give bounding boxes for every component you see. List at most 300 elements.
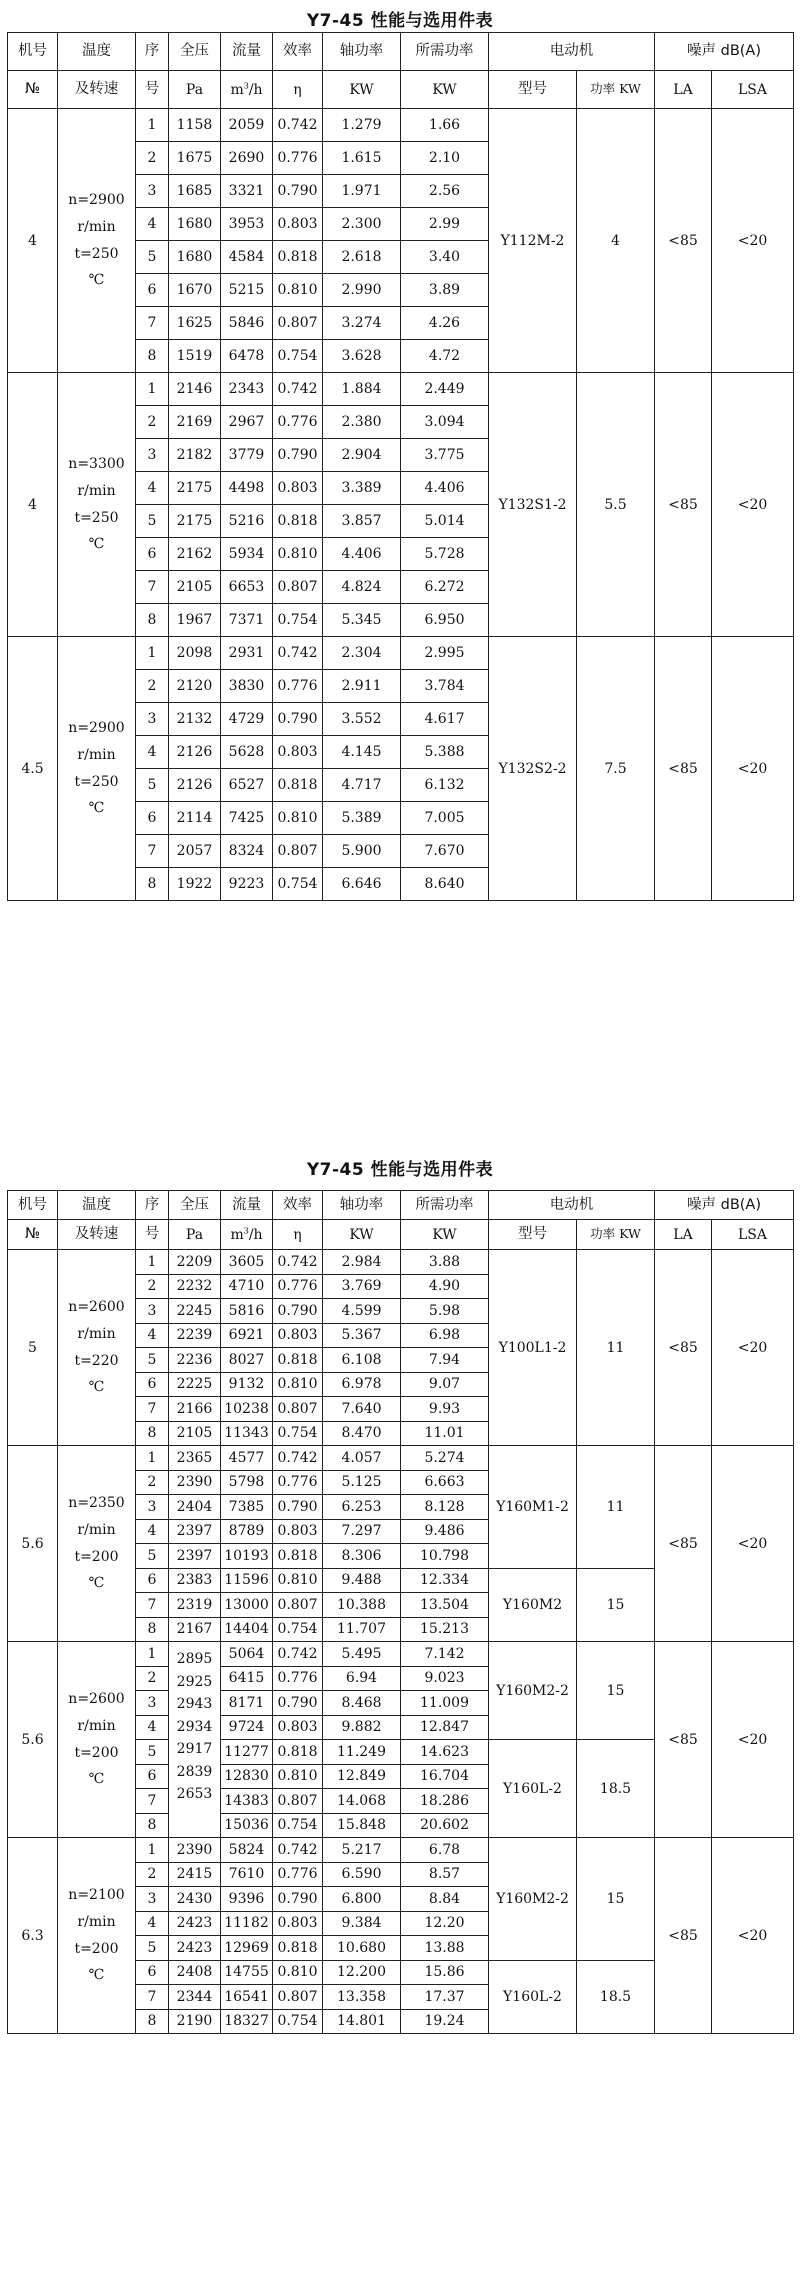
speed-temp-line: n=2600 bbox=[68, 1299, 125, 1316]
required-power-cell: 2.99 bbox=[401, 208, 489, 241]
efficiency-cell: 0.790 bbox=[273, 175, 323, 208]
speed-temp-line: n=2900 bbox=[68, 192, 125, 209]
pressure-cell: 2423 bbox=[169, 1936, 221, 1961]
seq-cell: 4 bbox=[136, 1323, 169, 1348]
pressure-cell: 2245 bbox=[169, 1299, 221, 1324]
required-power-cell: 3.784 bbox=[401, 670, 489, 703]
col-lsa: LSA bbox=[712, 1220, 794, 1250]
speed-temp-cell bbox=[58, 637, 136, 901]
required-power-cell: 3.094 bbox=[401, 406, 489, 439]
pressure-cell: 1680 bbox=[169, 208, 221, 241]
col-machine-no: 机号 bbox=[8, 1191, 58, 1220]
col-shaft-power: 轴功率 bbox=[323, 1191, 401, 1220]
shaft-power-cell: 6.590 bbox=[323, 1862, 401, 1887]
efficiency-cell: 0.807 bbox=[273, 1985, 323, 2010]
required-power-cell: 9.07 bbox=[401, 1372, 489, 1397]
pressure-cell: 1967 bbox=[169, 604, 221, 637]
pressure-cell: 2105 bbox=[169, 1421, 221, 1446]
shaft-power-cell: 6.253 bbox=[323, 1495, 401, 1520]
pressure-cell: 2397 bbox=[169, 1519, 221, 1544]
efficiency-cell: 0.776 bbox=[273, 1666, 323, 1691]
efficiency-cell: 0.807 bbox=[273, 1397, 323, 1422]
col-model: 型号 bbox=[489, 1220, 577, 1250]
motor-power-cell: 15 bbox=[577, 1838, 655, 1961]
pressure-cell: 1158 bbox=[169, 109, 221, 142]
col-motor: 电动机 bbox=[489, 1191, 655, 1220]
efficiency-cell: 0.803 bbox=[273, 1911, 323, 1936]
seq-cell: 2 bbox=[136, 142, 169, 175]
pressure-cell: 1922 bbox=[169, 868, 221, 901]
flow-cell: 11277 bbox=[221, 1740, 273, 1765]
noise-lsa-cell: <20 bbox=[712, 1642, 794, 1838]
required-power-cell: 7.670 bbox=[401, 835, 489, 868]
required-power-cell: 9.93 bbox=[401, 1397, 489, 1422]
flow-cell: 3830 bbox=[221, 670, 273, 703]
noise-la-cell: <85 bbox=[655, 1250, 712, 1446]
col-kw1: KW bbox=[323, 71, 401, 109]
shaft-power-cell: 12.849 bbox=[323, 1764, 401, 1789]
speed-temp-cell bbox=[58, 373, 136, 637]
noise-lsa-cell: <20 bbox=[712, 373, 794, 637]
efficiency-cell: 0.776 bbox=[273, 1274, 323, 1299]
pressure-cell: 1675 bbox=[169, 142, 221, 175]
seq-cell: 1 bbox=[136, 109, 169, 142]
seq-cell: 3 bbox=[136, 1299, 169, 1324]
pressure-cell: 1680 bbox=[169, 241, 221, 274]
seq-cell: 3 bbox=[136, 1887, 169, 1912]
motor-model-cell: Y160M1-2 bbox=[489, 1446, 577, 1569]
col-flow-unit: $m^3/h$ bbox=[221, 71, 273, 109]
shaft-power-cell: 9.488 bbox=[323, 1568, 401, 1593]
seq-cell: 1 bbox=[136, 1642, 169, 1667]
required-power-cell: 19.24 bbox=[401, 2009, 489, 2034]
shaft-power-cell: 2.911 bbox=[323, 670, 401, 703]
seq-cell: 4 bbox=[136, 1911, 169, 1936]
pressure-value: 2917 bbox=[176, 1741, 213, 1757]
required-power-cell: 7.142 bbox=[401, 1642, 489, 1667]
flow-cell: 13000 bbox=[221, 1593, 273, 1618]
shaft-power-cell: 4.406 bbox=[323, 538, 401, 571]
efficiency-cell: 0.754 bbox=[273, 1421, 323, 1446]
required-power-cell: 13.504 bbox=[401, 1593, 489, 1618]
efficiency-cell: 0.803 bbox=[273, 1715, 323, 1740]
seq-cell: 6 bbox=[136, 274, 169, 307]
noise-la-cell: <85 bbox=[655, 1642, 712, 1838]
seq-cell: 6 bbox=[136, 1568, 169, 1593]
noise-la-cell: <85 bbox=[655, 373, 712, 637]
seq-cell: 8 bbox=[136, 1617, 169, 1642]
noise-lsa-cell: <20 bbox=[712, 1446, 794, 1642]
shaft-power-cell: 2.380 bbox=[323, 406, 401, 439]
required-power-cell: 5.274 bbox=[401, 1446, 489, 1471]
flow-cell: 6527 bbox=[221, 769, 273, 802]
noise-lsa-cell: <20 bbox=[712, 109, 794, 373]
shaft-power-cell: 6.800 bbox=[323, 1887, 401, 1912]
efficiency-cell: 0.807 bbox=[273, 307, 323, 340]
seq-cell: 2 bbox=[136, 1862, 169, 1887]
motor-model-cell: Y132S2-2 bbox=[489, 637, 577, 901]
pressure-cell: 2105 bbox=[169, 571, 221, 604]
motor-model-cell: Y160L-2 bbox=[489, 1960, 577, 2034]
seq-cell: 6 bbox=[136, 1960, 169, 1985]
efficiency-cell: 0.810 bbox=[273, 1568, 323, 1593]
motor-power-cell: 7.5 bbox=[577, 637, 655, 901]
table-row bbox=[8, 637, 794, 670]
speed-temp-cell bbox=[58, 1250, 136, 1446]
pressure-value: 2653 bbox=[176, 1786, 213, 1802]
required-power-cell: 4.72 bbox=[401, 340, 489, 373]
motor-power-cell: 18.5 bbox=[577, 1960, 655, 2034]
pressure-value: 2943 bbox=[176, 1696, 213, 1712]
efficiency-cell: 0.807 bbox=[273, 835, 323, 868]
speed-temp-cell bbox=[58, 1446, 136, 1642]
shaft-power-cell: 4.824 bbox=[323, 571, 401, 604]
shaft-power-cell: 5.900 bbox=[323, 835, 401, 868]
seq-cell: 1 bbox=[136, 1250, 169, 1275]
speed-temp-line: t=220 bbox=[74, 1352, 119, 1369]
flow-cell: 3953 bbox=[221, 208, 273, 241]
pressure-cell: 2319 bbox=[169, 1593, 221, 1618]
efficiency-cell: 0.810 bbox=[273, 274, 323, 307]
efficiency-cell: 0.776 bbox=[273, 406, 323, 439]
shaft-power-cell: 6.646 bbox=[323, 868, 401, 901]
col-rotation: 及转速 bbox=[58, 71, 136, 109]
noise-la-cell: <85 bbox=[655, 1838, 712, 2034]
seq-cell: 5 bbox=[136, 1544, 169, 1569]
pressure-cell: 2344 bbox=[169, 1985, 221, 2010]
required-power-cell: 20.602 bbox=[401, 1813, 489, 1838]
speed-temp-line: t=200 bbox=[74, 1940, 119, 1957]
machine-no-cell: 4.5 bbox=[8, 637, 58, 901]
seq-cell: 7 bbox=[136, 1789, 169, 1814]
required-power-cell: 4.406 bbox=[401, 472, 489, 505]
flow-cell: 11596 bbox=[221, 1568, 273, 1593]
speed-temp-line: ℃ bbox=[88, 536, 105, 553]
efficiency-cell: 0.803 bbox=[273, 1519, 323, 1544]
seq-cell: 2 bbox=[136, 406, 169, 439]
required-power-cell: 4.90 bbox=[401, 1274, 489, 1299]
flow-cell: 4729 bbox=[221, 703, 273, 736]
flow-cell: 9223 bbox=[221, 868, 273, 901]
col-flow: 流量 bbox=[221, 33, 273, 71]
required-power-cell: 5.388 bbox=[401, 736, 489, 769]
flow-cell: 3779 bbox=[221, 439, 273, 472]
pressure-cell: 2167 bbox=[169, 1617, 221, 1642]
flow-cell: 12969 bbox=[221, 1936, 273, 1961]
col-efficiency: 效率 bbox=[273, 33, 323, 71]
required-power-cell: 3.40 bbox=[401, 241, 489, 274]
shaft-power-cell: 9.384 bbox=[323, 1911, 401, 1936]
seq-cell: 4 bbox=[136, 472, 169, 505]
speed-temp-cell bbox=[58, 1838, 136, 2034]
shaft-power-cell: 4.717 bbox=[323, 769, 401, 802]
required-power-cell: 7.005 bbox=[401, 802, 489, 835]
pressure-cell: 2408 bbox=[169, 1960, 221, 1985]
flow-cell: 7425 bbox=[221, 802, 273, 835]
seq-cell: 4 bbox=[136, 208, 169, 241]
seq-cell: 5 bbox=[136, 1348, 169, 1373]
speed-temp-line: ℃ bbox=[88, 1967, 105, 1984]
motor-power-cell: 15 bbox=[577, 1568, 655, 1642]
shaft-power-cell: 10.680 bbox=[323, 1936, 401, 1961]
required-power-cell: 3.775 bbox=[401, 439, 489, 472]
efficiency-cell: 0.790 bbox=[273, 439, 323, 472]
noise-lsa-cell: <20 bbox=[712, 1838, 794, 2034]
flow-cell: 5216 bbox=[221, 505, 273, 538]
flow-cell: 18327 bbox=[221, 2009, 273, 2034]
shaft-power-cell: 4.057 bbox=[323, 1446, 401, 1471]
shaft-power-cell: 14.068 bbox=[323, 1789, 401, 1814]
speed-temp-line: t=250 bbox=[74, 773, 119, 790]
flow-cell: 8789 bbox=[221, 1519, 273, 1544]
efficiency-cell: 0.790 bbox=[273, 1691, 323, 1716]
efficiency-cell: 0.776 bbox=[273, 670, 323, 703]
seq-cell: 3 bbox=[136, 439, 169, 472]
efficiency-cell: 0.754 bbox=[273, 868, 323, 901]
col-temp: 温度 bbox=[58, 1191, 136, 1220]
seq-cell: 5 bbox=[136, 769, 169, 802]
seq-cell: 2 bbox=[136, 670, 169, 703]
shaft-power-cell: 9.882 bbox=[323, 1715, 401, 1740]
machine-no-cell: 5.6 bbox=[8, 1446, 58, 1642]
required-power-cell: 1.66 bbox=[401, 109, 489, 142]
flow-cell: 5064 bbox=[221, 1642, 273, 1667]
col-eta: η bbox=[273, 1220, 323, 1250]
efficiency-cell: 0.790 bbox=[273, 1887, 323, 1912]
seq-cell: 1 bbox=[136, 1838, 169, 1863]
flow-cell: 8027 bbox=[221, 1348, 273, 1373]
efficiency-cell: 0.754 bbox=[273, 604, 323, 637]
efficiency-cell: 0.742 bbox=[273, 637, 323, 670]
seq-cell: 8 bbox=[136, 340, 169, 373]
efficiency-cell: 0.742 bbox=[273, 1642, 323, 1667]
seq-cell: 7 bbox=[136, 1593, 169, 1618]
machine-no-cell: 4 bbox=[8, 109, 58, 373]
required-power-cell: 2.995 bbox=[401, 637, 489, 670]
flow-cell: 14755 bbox=[221, 1960, 273, 1985]
flow-cell: 2690 bbox=[221, 142, 273, 175]
speed-temp-cell bbox=[58, 1642, 136, 1838]
motor-model-cell: Y160M2 bbox=[489, 1568, 577, 1642]
shaft-power-cell: 5.345 bbox=[323, 604, 401, 637]
shaft-power-cell: 5.217 bbox=[323, 1838, 401, 1863]
flow-cell: 11182 bbox=[221, 1911, 273, 1936]
flow-cell: 5846 bbox=[221, 307, 273, 340]
required-power-cell: 8.84 bbox=[401, 1887, 489, 1912]
seq-cell: 8 bbox=[136, 868, 169, 901]
flow-cell: 4498 bbox=[221, 472, 273, 505]
shaft-power-cell: 3.769 bbox=[323, 1274, 401, 1299]
pressure-cell: 1625 bbox=[169, 307, 221, 340]
col-motor-power: 功率 KW bbox=[577, 71, 655, 109]
seq-cell: 3 bbox=[136, 1691, 169, 1716]
shaft-power-cell: 12.200 bbox=[323, 1960, 401, 1985]
pressure-cell: 2114 bbox=[169, 802, 221, 835]
shaft-power-cell: 4.145 bbox=[323, 736, 401, 769]
pressure-cell: 2390 bbox=[169, 1838, 221, 1863]
required-power-cell: 2.10 bbox=[401, 142, 489, 175]
efficiency-cell: 0.790 bbox=[273, 703, 323, 736]
shaft-power-cell: 2.300 bbox=[323, 208, 401, 241]
flow-cell: 7610 bbox=[221, 1862, 273, 1887]
col-lsa: LSA bbox=[712, 71, 794, 109]
flow-cell: 6653 bbox=[221, 571, 273, 604]
efficiency-cell: 0.818 bbox=[273, 1740, 323, 1765]
efficiency-cell: 0.776 bbox=[273, 1470, 323, 1495]
flow-cell: 5798 bbox=[221, 1470, 273, 1495]
pressure-cell: 2430 bbox=[169, 1887, 221, 1912]
required-power-cell: 10.798 bbox=[401, 1544, 489, 1569]
flow-cell: 5816 bbox=[221, 1299, 273, 1324]
table-row bbox=[8, 373, 794, 406]
seq-cell: 3 bbox=[136, 175, 169, 208]
required-power-cell: 6.272 bbox=[401, 571, 489, 604]
seq-cell: 7 bbox=[136, 571, 169, 604]
seq-cell: 8 bbox=[136, 2009, 169, 2034]
shaft-power-cell: 1.279 bbox=[323, 109, 401, 142]
flow-cell: 7385 bbox=[221, 1495, 273, 1520]
performance-table-2 bbox=[7, 1190, 794, 2034]
col-la: LA bbox=[655, 1220, 712, 1250]
noise-la-cell: <85 bbox=[655, 1446, 712, 1642]
shaft-power-cell: 1.615 bbox=[323, 142, 401, 175]
shaft-power-cell: 4.599 bbox=[323, 1299, 401, 1324]
efficiency-cell: 0.742 bbox=[273, 1838, 323, 1863]
col-flow-unit: $m^3/h$ bbox=[221, 1220, 273, 1250]
flow-cell: 7371 bbox=[221, 604, 273, 637]
pressure-cell: 2098 bbox=[169, 637, 221, 670]
efficiency-cell: 0.742 bbox=[273, 1446, 323, 1471]
shaft-power-cell: 14.801 bbox=[323, 2009, 401, 2034]
speed-temp-line: t=200 bbox=[74, 1548, 119, 1565]
motor-power-cell: 11 bbox=[577, 1446, 655, 1569]
noise-lsa-cell: <20 bbox=[712, 637, 794, 901]
seq-cell: 5 bbox=[136, 1936, 169, 1961]
shaft-power-cell: 8.306 bbox=[323, 1544, 401, 1569]
efficiency-cell: 0.810 bbox=[273, 538, 323, 571]
required-power-cell: 12.847 bbox=[401, 1715, 489, 1740]
efficiency-cell: 0.742 bbox=[273, 109, 323, 142]
col-pa: Pa bbox=[169, 71, 221, 109]
speed-temp-line: n=2100 bbox=[68, 1887, 125, 1904]
flow-cell: 2059 bbox=[221, 109, 273, 142]
flow-cell: 3321 bbox=[221, 175, 273, 208]
pressure-cell: 2390 bbox=[169, 1470, 221, 1495]
efficiency-cell: 0.818 bbox=[273, 769, 323, 802]
pressure-value: 2839 bbox=[176, 1763, 213, 1780]
col-kw1: KW bbox=[323, 1220, 401, 1250]
shaft-power-cell: 8.470 bbox=[323, 1421, 401, 1446]
shaft-power-cell: 11.249 bbox=[323, 1740, 401, 1765]
machine-no-cell: 6.3 bbox=[8, 1838, 58, 2034]
pressure-cell: 2146 bbox=[169, 373, 221, 406]
pressure-cell: 2236 bbox=[169, 1348, 221, 1373]
required-power-cell: 14.623 bbox=[401, 1740, 489, 1765]
required-power-cell: 6.98 bbox=[401, 1323, 489, 1348]
seq-cell: 4 bbox=[136, 736, 169, 769]
flow-cell: 8171 bbox=[221, 1691, 273, 1716]
required-power-cell: 4.26 bbox=[401, 307, 489, 340]
shaft-power-cell: 1.971 bbox=[323, 175, 401, 208]
motor-power-cell: 18.5 bbox=[577, 1740, 655, 1838]
seq-cell: 2 bbox=[136, 1274, 169, 1299]
efficiency-cell: 0.818 bbox=[273, 241, 323, 274]
motor-model-cell: Y132S1-2 bbox=[489, 373, 577, 637]
flow-cell: 10193 bbox=[221, 1544, 273, 1569]
motor-model-cell: Y112M-2 bbox=[489, 109, 577, 373]
col-no-mark: № bbox=[8, 1220, 58, 1250]
col-efficiency: 效率 bbox=[273, 1191, 323, 1220]
required-power-cell: 15.213 bbox=[401, 1617, 489, 1642]
required-power-cell: 6.663 bbox=[401, 1470, 489, 1495]
required-power-cell: 8.57 bbox=[401, 1862, 489, 1887]
shaft-power-cell: 2.618 bbox=[323, 241, 401, 274]
seq-cell: 7 bbox=[136, 1985, 169, 2010]
pressure-cell: 2057 bbox=[169, 835, 221, 868]
flow-cell: 15036 bbox=[221, 1813, 273, 1838]
col-kw2: KW bbox=[401, 1220, 489, 1250]
machine-no-cell: 5.6 bbox=[8, 1642, 58, 1838]
required-power-cell: 8.640 bbox=[401, 868, 489, 901]
pressure-cell: 1685 bbox=[169, 175, 221, 208]
performance-table bbox=[7, 32, 794, 901]
efficiency-cell: 0.754 bbox=[273, 1813, 323, 1838]
flow-cell: 9132 bbox=[221, 1372, 273, 1397]
speed-temp-line: r/min bbox=[77, 1521, 116, 1538]
seq-cell: 8 bbox=[136, 1813, 169, 1838]
required-power-cell: 11.009 bbox=[401, 1691, 489, 1716]
required-power-cell: 2.56 bbox=[401, 175, 489, 208]
seq-cell: 8 bbox=[136, 604, 169, 637]
seq-cell: 5 bbox=[136, 505, 169, 538]
shaft-power-cell: 2.984 bbox=[323, 1250, 401, 1275]
required-power-cell: 13.88 bbox=[401, 1936, 489, 1961]
table-row bbox=[8, 1250, 794, 1275]
pressure-cell: 2239 bbox=[169, 1323, 221, 1348]
shaft-power-cell: 13.358 bbox=[323, 1985, 401, 2010]
efficiency-cell: 0.803 bbox=[273, 208, 323, 241]
col-pressure: 全压 bbox=[169, 33, 221, 71]
seq-cell: 1 bbox=[136, 1446, 169, 1471]
shaft-power-cell: 15.848 bbox=[323, 1813, 401, 1838]
seq-cell: 7 bbox=[136, 1397, 169, 1422]
motor-model-cell: Y160M2-2 bbox=[489, 1838, 577, 1961]
col-noise: 噪声 dB(A) bbox=[655, 33, 794, 71]
efficiency-cell: 0.742 bbox=[273, 373, 323, 406]
col-no-mark: № bbox=[8, 71, 58, 109]
required-power-cell: 5.728 bbox=[401, 538, 489, 571]
speed-temp-line: ℃ bbox=[88, 1771, 105, 1788]
shaft-power-cell: 3.857 bbox=[323, 505, 401, 538]
col-pressure: 全压 bbox=[169, 1191, 221, 1220]
seq-cell: 5 bbox=[136, 1740, 169, 1765]
seq-cell: 5 bbox=[136, 241, 169, 274]
pressure-cell: 2404 bbox=[169, 1495, 221, 1520]
col-seq: 序 bbox=[136, 33, 169, 71]
flow-cell: 6921 bbox=[221, 1323, 273, 1348]
required-power-cell: 17.37 bbox=[401, 1985, 489, 2010]
col-pa: Pa bbox=[169, 1220, 221, 1250]
shaft-power-cell: 7.297 bbox=[323, 1519, 401, 1544]
table-row bbox=[8, 1838, 794, 1863]
col-required-power: 所需功率 bbox=[401, 33, 489, 71]
flow-cell: 10238 bbox=[221, 1397, 273, 1422]
motor-model-cell: Y160L-2 bbox=[489, 1740, 577, 1838]
efficiency-cell: 0.754 bbox=[273, 2009, 323, 2034]
efficiency-cell: 0.790 bbox=[273, 1299, 323, 1324]
table-row bbox=[8, 1446, 794, 1471]
pressure-cell: 2126 bbox=[169, 736, 221, 769]
